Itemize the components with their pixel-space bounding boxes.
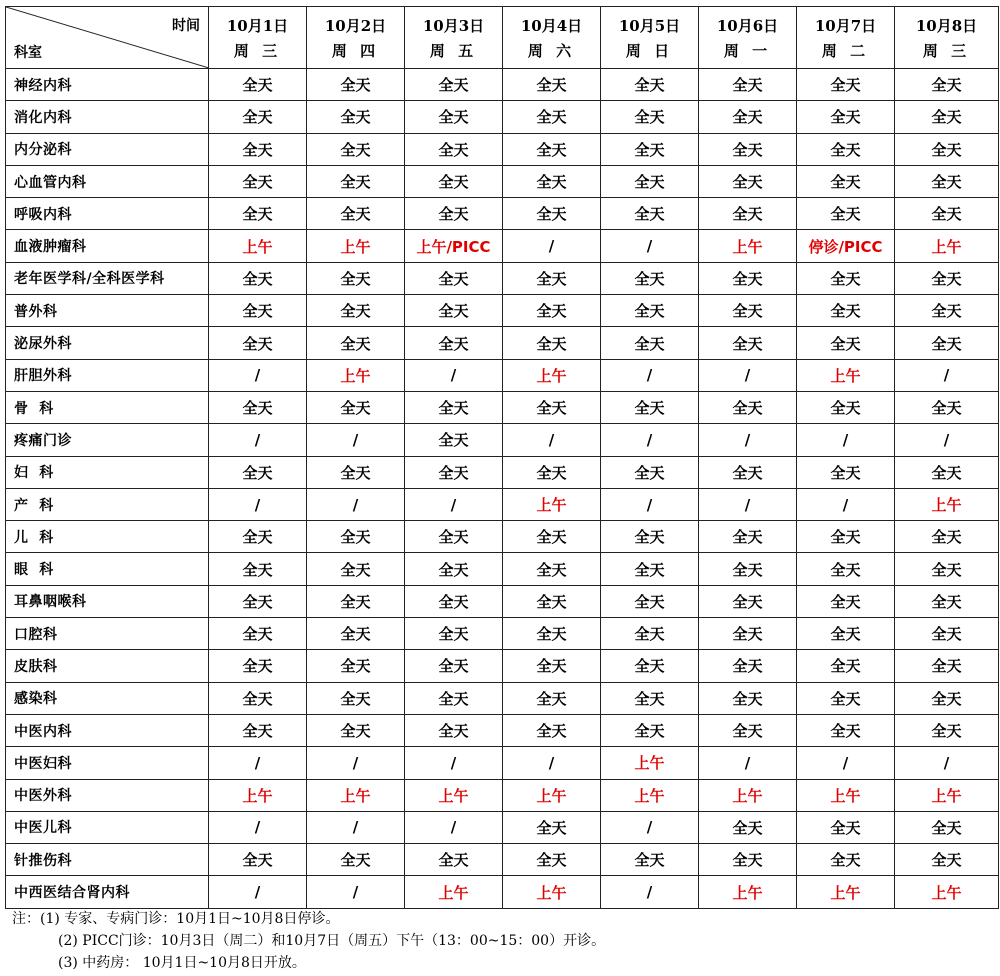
department-name: 感染科 [6, 682, 209, 714]
schedule-cell: / [601, 811, 699, 843]
department-name: 眼 科 [6, 553, 209, 585]
schedule-cell: 全天 [895, 133, 999, 165]
schedule-cell: 全天 [699, 295, 797, 327]
department-name: 内分泌科 [6, 133, 209, 165]
schedule-cell: / [209, 747, 307, 779]
schedule-cell: 全天 [209, 618, 307, 650]
schedule-cell: 全天 [503, 391, 601, 423]
schedule-cell: 上午 [307, 779, 405, 811]
schedule-cell: 上午 [601, 779, 699, 811]
schedule-cell: 全天 [601, 844, 699, 876]
schedule-cell: / [209, 811, 307, 843]
corner-header-cell [6, 7, 209, 69]
schedule-cell: 全天 [699, 682, 797, 714]
schedule-cell: / [307, 424, 405, 456]
day-date: 10月8日 [915, 16, 978, 35]
department-name: 骨 科 [6, 391, 209, 423]
schedule-cell: 停诊/PICC [797, 230, 895, 262]
department-name: 中西医结合肾内科 [6, 876, 209, 908]
schedule-cell: 全天 [307, 650, 405, 682]
table-row [6, 844, 999, 876]
department-name: 产 科 [6, 488, 209, 520]
schedule-cell: 全天 [895, 811, 999, 843]
department-name: 中医妇科 [6, 747, 209, 779]
schedule-cell: 全天 [405, 844, 503, 876]
schedule-cell: 全天 [209, 198, 307, 230]
table-row [6, 488, 999, 520]
schedule-cell: 全天 [797, 295, 895, 327]
schedule-body [6, 69, 999, 909]
table-row [6, 230, 999, 262]
schedule-cell: 全天 [209, 521, 307, 553]
schedule-cell: 全天 [601, 101, 699, 133]
schedule-cell: 上午 [797, 359, 895, 391]
schedule-cell: 全天 [307, 618, 405, 650]
schedule-cell: 全天 [503, 682, 601, 714]
day-header-3 [405, 7, 503, 69]
schedule-cell: 全天 [307, 69, 405, 101]
table-row [6, 618, 999, 650]
schedule-cell: 全天 [699, 69, 797, 101]
schedule-cell: 全天 [209, 165, 307, 197]
schedule-cell: 全天 [405, 165, 503, 197]
schedule-cell: 全天 [895, 101, 999, 133]
schedule-cell: 全天 [209, 585, 307, 617]
schedule-cell: 全天 [699, 618, 797, 650]
schedule-cell: 全天 [503, 844, 601, 876]
schedule-cell: / [601, 359, 699, 391]
schedule-cell: 全天 [405, 650, 503, 682]
table-row [6, 133, 999, 165]
schedule-cell: 全天 [699, 844, 797, 876]
schedule-cell: 全天 [797, 262, 895, 294]
day-date: 10月4日 [520, 16, 583, 35]
schedule-cell: 全天 [405, 456, 503, 488]
schedule-cell: 全天 [895, 295, 999, 327]
table-row [6, 198, 999, 230]
schedule-cell: 全天 [307, 585, 405, 617]
schedule-cell: 上午 [503, 876, 601, 908]
day-weekday: 周 六 [527, 41, 576, 60]
note-line: (2) PICC门诊：10月3日（周二）和10月7日（周五）下午（13：00~15：00）开诊。 [58, 933, 606, 949]
schedule-cell: 全天 [895, 198, 999, 230]
schedule-cell: 上午 [699, 779, 797, 811]
schedule-cell: 全天 [503, 553, 601, 585]
schedule-cell: 全天 [307, 327, 405, 359]
schedule-cell: 全天 [699, 650, 797, 682]
schedule-cell: 全天 [307, 295, 405, 327]
schedule-cell: 全天 [503, 714, 601, 746]
schedule-cell: 全天 [699, 198, 797, 230]
time-header-label: 时间 [172, 18, 200, 34]
department-name: 肝胆外科 [6, 359, 209, 391]
schedule-cell: 全天 [209, 714, 307, 746]
schedule-cell: 全天 [209, 69, 307, 101]
day-header-1 [209, 7, 307, 69]
schedule-cell: 全天 [895, 456, 999, 488]
schedule-cell: 全天 [797, 198, 895, 230]
schedule-cell: / [405, 747, 503, 779]
schedule-cell: 上午 [797, 779, 895, 811]
schedule-cell: / [699, 488, 797, 520]
schedule-cell: / [307, 488, 405, 520]
department-name: 神经内科 [6, 69, 209, 101]
schedule-cell: 全天 [797, 521, 895, 553]
schedule-cell: 上午 [601, 747, 699, 779]
schedule-cell: 全天 [503, 456, 601, 488]
schedule-cell: 全天 [699, 456, 797, 488]
header-row [6, 7, 999, 69]
note-line: 注：(1) 专家、专病门诊：10月1日~10月8日停诊。 [12, 911, 340, 927]
schedule-cell: 全天 [699, 262, 797, 294]
schedule-cell: 全天 [895, 165, 999, 197]
schedule-cell: 上午 [895, 779, 999, 811]
schedule-cell: 上午 [405, 876, 503, 908]
schedule-cell: 全天 [601, 133, 699, 165]
department-name: 妇 科 [6, 456, 209, 488]
schedule-cell: 全天 [307, 521, 405, 553]
schedule-cell: 全天 [601, 553, 699, 585]
schedule-cell: 全天 [503, 295, 601, 327]
schedule-cell: 全天 [797, 844, 895, 876]
schedule-cell: 全天 [503, 165, 601, 197]
schedule-cell: 全天 [209, 391, 307, 423]
schedule-cell: / [699, 424, 797, 456]
schedule-cell: 全天 [503, 101, 601, 133]
schedule-cell: / [307, 811, 405, 843]
schedule-cell: / [503, 747, 601, 779]
schedule-cell: 上午 [699, 876, 797, 908]
department-name: 儿 科 [6, 521, 209, 553]
schedule-cell: 全天 [601, 650, 699, 682]
department-name: 皮肤科 [6, 650, 209, 682]
schedule-cell: 上午 [405, 779, 503, 811]
schedule-cell: 全天 [895, 618, 999, 650]
schedule-cell: 全天 [699, 714, 797, 746]
schedule-cell: 全天 [405, 327, 503, 359]
day-weekday: 周 五 [429, 41, 478, 60]
schedule-cell: 全天 [405, 714, 503, 746]
department-name: 中医外科 [6, 779, 209, 811]
table-row [6, 262, 999, 294]
schedule-cell: 全天 [209, 844, 307, 876]
schedule-cell: 全天 [699, 327, 797, 359]
schedule-cell: 全天 [601, 327, 699, 359]
schedule-cell: 全天 [601, 295, 699, 327]
schedule-cell: 全天 [601, 714, 699, 746]
schedule-cell: 全天 [307, 133, 405, 165]
schedule-cell: 上午 [895, 876, 999, 908]
schedule-cell: 全天 [209, 262, 307, 294]
day-weekday: 周 三 [922, 41, 971, 60]
schedule-cell: / [699, 747, 797, 779]
table-row [6, 101, 999, 133]
schedule-cell: 全天 [503, 650, 601, 682]
schedule-cell: / [601, 488, 699, 520]
schedule-cell: 全天 [699, 553, 797, 585]
schedule-cell: / [307, 876, 405, 908]
schedule-cell: 全天 [307, 391, 405, 423]
schedule-cell: 上午 [503, 359, 601, 391]
schedule-cell: 上午 [209, 230, 307, 262]
schedule-cell: 全天 [601, 165, 699, 197]
schedule-cell: 全天 [895, 69, 999, 101]
note-line: (3) 中药房： 10月1日~10月8日开放。 [58, 955, 306, 971]
schedule-cell: 全天 [699, 101, 797, 133]
schedule-cell: / [209, 359, 307, 391]
schedule-cell: 全天 [895, 650, 999, 682]
schedule-cell: / [405, 811, 503, 843]
day-header-5 [601, 7, 699, 69]
schedule-cell: / [797, 488, 895, 520]
department-name: 呼吸内科 [6, 198, 209, 230]
day-date: 10月6日 [716, 16, 779, 35]
day-header-8 [895, 7, 999, 69]
table-row [6, 747, 999, 779]
schedule-cell: 全天 [895, 391, 999, 423]
schedule-cell: / [307, 747, 405, 779]
day-weekday: 周 日 [625, 41, 674, 60]
schedule-cell: 全天 [797, 165, 895, 197]
table-row [6, 521, 999, 553]
department-name: 普外科 [6, 295, 209, 327]
day-weekday: 周 一 [723, 41, 772, 60]
schedule-cell: / [895, 359, 999, 391]
schedule-cell: 全天 [699, 585, 797, 617]
dept-header-label: 科室 [14, 45, 42, 61]
schedule-cell: 全天 [699, 811, 797, 843]
day-weekday: 周 三 [233, 41, 282, 60]
schedule-cell: 全天 [699, 521, 797, 553]
schedule-cell: 全天 [797, 650, 895, 682]
schedule-cell: 全天 [601, 262, 699, 294]
day-weekday: 周 四 [331, 41, 380, 60]
schedule-cell: 上午 [307, 359, 405, 391]
schedule-cell: 全天 [307, 553, 405, 585]
schedule-cell: 全天 [797, 391, 895, 423]
table-row [6, 779, 999, 811]
schedule-cell: 全天 [307, 198, 405, 230]
schedule-cell: 全天 [601, 198, 699, 230]
department-name: 耳鼻咽喉科 [6, 585, 209, 617]
schedule-cell: 全天 [503, 69, 601, 101]
schedule-cell: 全天 [895, 714, 999, 746]
schedule-cell: 全天 [503, 585, 601, 617]
table-row [6, 650, 999, 682]
schedule-cell: / [405, 359, 503, 391]
schedule-cell: 上午 [209, 779, 307, 811]
department-name: 中医儿科 [6, 811, 209, 843]
table-row [6, 327, 999, 359]
table-row [6, 811, 999, 843]
schedule-cell: 全天 [307, 262, 405, 294]
table-row [6, 391, 999, 423]
schedule-cell: 全天 [797, 682, 895, 714]
schedule-cell: 全天 [503, 811, 601, 843]
schedule-cell: 全天 [405, 618, 503, 650]
schedule-cell: 全天 [503, 262, 601, 294]
schedule-cell: 全天 [405, 585, 503, 617]
schedule-cell: 全天 [405, 424, 503, 456]
schedule-cell: 全天 [601, 391, 699, 423]
schedule-cell: 全天 [503, 133, 601, 165]
department-name: 老年医学科/全科医学科 [6, 262, 209, 294]
table-row [6, 714, 999, 746]
schedule-cell: 全天 [699, 133, 797, 165]
table-row [6, 424, 999, 456]
schedule-table [5, 6, 999, 909]
schedule-cell: 全天 [797, 811, 895, 843]
department-name: 泌尿外科 [6, 327, 209, 359]
schedule-cell: 全天 [895, 844, 999, 876]
schedule-cell: 全天 [797, 69, 895, 101]
schedule-cell: 全天 [209, 553, 307, 585]
schedule-cell: 全天 [601, 682, 699, 714]
schedule-cell: 全天 [895, 585, 999, 617]
schedule-cell: / [209, 876, 307, 908]
schedule-cell: 上午 [307, 230, 405, 262]
schedule-cell: 全天 [797, 456, 895, 488]
schedule-cell: / [503, 424, 601, 456]
schedule-cell: 全天 [797, 133, 895, 165]
schedule-cell: 上午/PICC [405, 230, 503, 262]
schedule-cell: 全天 [405, 682, 503, 714]
schedule-cell: / [895, 747, 999, 779]
schedule-cell: / [895, 424, 999, 456]
schedule-cell: 上午 [895, 230, 999, 262]
table-row [6, 359, 999, 391]
day-date: 10月5日 [618, 16, 681, 35]
schedule-cell: 全天 [209, 327, 307, 359]
schedule-cell: 上午 [503, 779, 601, 811]
schedule-cell: 全天 [797, 618, 895, 650]
schedule-cell: 全天 [405, 198, 503, 230]
schedule-cell: 全天 [209, 133, 307, 165]
schedule-cell: 全天 [699, 165, 797, 197]
schedule-cell: 全天 [503, 618, 601, 650]
day-header-6 [699, 7, 797, 69]
notes [12, 908, 605, 974]
schedule-cell: 全天 [503, 521, 601, 553]
department-name: 疼痛门诊 [6, 424, 209, 456]
department-name: 消化内科 [6, 101, 209, 133]
schedule-cell: 全天 [405, 101, 503, 133]
table-row [6, 69, 999, 101]
schedule-cell: / [405, 488, 503, 520]
schedule-cell: 全天 [307, 682, 405, 714]
schedule-cell: 全天 [601, 585, 699, 617]
table-row [6, 876, 999, 908]
schedule-cell: / [601, 424, 699, 456]
schedule-cell: 全天 [209, 101, 307, 133]
schedule-cell: 全天 [307, 714, 405, 746]
table-row [6, 456, 999, 488]
schedule-cell: / [601, 876, 699, 908]
schedule-cell: 全天 [405, 262, 503, 294]
schedule-cell: 上午 [895, 488, 999, 520]
schedule-cell: 全天 [503, 198, 601, 230]
schedule-cell: 上午 [699, 230, 797, 262]
table-row [6, 295, 999, 327]
schedule-cell: 全天 [797, 327, 895, 359]
department-name: 口腔科 [6, 618, 209, 650]
table-row [6, 165, 999, 197]
schedule-cell: 全天 [307, 101, 405, 133]
schedule-cell: 上午 [797, 876, 895, 908]
schedule-cell: 全天 [797, 585, 895, 617]
day-date: 10月7日 [814, 16, 877, 35]
schedule-cell: 全天 [895, 682, 999, 714]
department-name: 心血管内科 [6, 165, 209, 197]
schedule-cell: / [797, 747, 895, 779]
schedule-cell: 全天 [797, 714, 895, 746]
schedule-cell: 全天 [405, 553, 503, 585]
department-name: 中医内科 [6, 714, 209, 746]
schedule-cell: 上午 [503, 488, 601, 520]
day-weekday: 周 二 [821, 41, 870, 60]
day-header-7 [797, 7, 895, 69]
day-date: 10月3日 [422, 16, 485, 35]
schedule-cell: 全天 [209, 682, 307, 714]
schedule-cell: 全天 [307, 844, 405, 876]
schedule-cell: / [209, 424, 307, 456]
schedule-cell: 全天 [895, 262, 999, 294]
schedule-cell: / [503, 230, 601, 262]
schedule-cell: 全天 [209, 650, 307, 682]
schedule-cell: 全天 [797, 553, 895, 585]
schedule-cell: 全天 [895, 553, 999, 585]
schedule-cell: 全天 [601, 521, 699, 553]
schedule-cell: 全天 [405, 295, 503, 327]
schedule-cell: / [601, 230, 699, 262]
schedule-cell: 全天 [601, 69, 699, 101]
schedule-cell: 全天 [895, 521, 999, 553]
table-row [6, 682, 999, 714]
schedule-cell: 全天 [699, 391, 797, 423]
schedule-cell: 全天 [895, 327, 999, 359]
schedule-cell: / [699, 359, 797, 391]
schedule-cell: / [209, 488, 307, 520]
day-date: 10月1日 [226, 16, 289, 35]
table-row [6, 553, 999, 585]
department-name: 针推伤科 [6, 844, 209, 876]
schedule-cell: 全天 [405, 521, 503, 553]
schedule-cell: 全天 [405, 69, 503, 101]
day-header-4 [503, 7, 601, 69]
schedule-cell: 全天 [209, 295, 307, 327]
schedule-cell: 全天 [797, 101, 895, 133]
department-name: 血液肿瘤科 [6, 230, 209, 262]
day-header-2 [307, 7, 405, 69]
schedule-cell: 全天 [601, 618, 699, 650]
table-row [6, 585, 999, 617]
schedule-cell: 全天 [307, 456, 405, 488]
schedule-cell: 全天 [209, 456, 307, 488]
schedule-cell: 全天 [601, 456, 699, 488]
day-date: 10月2日 [324, 16, 387, 35]
schedule-cell: / [797, 424, 895, 456]
schedule-cell: 全天 [307, 165, 405, 197]
schedule-cell: 全天 [405, 391, 503, 423]
schedule-cell: 全天 [405, 133, 503, 165]
schedule-cell: 全天 [503, 327, 601, 359]
